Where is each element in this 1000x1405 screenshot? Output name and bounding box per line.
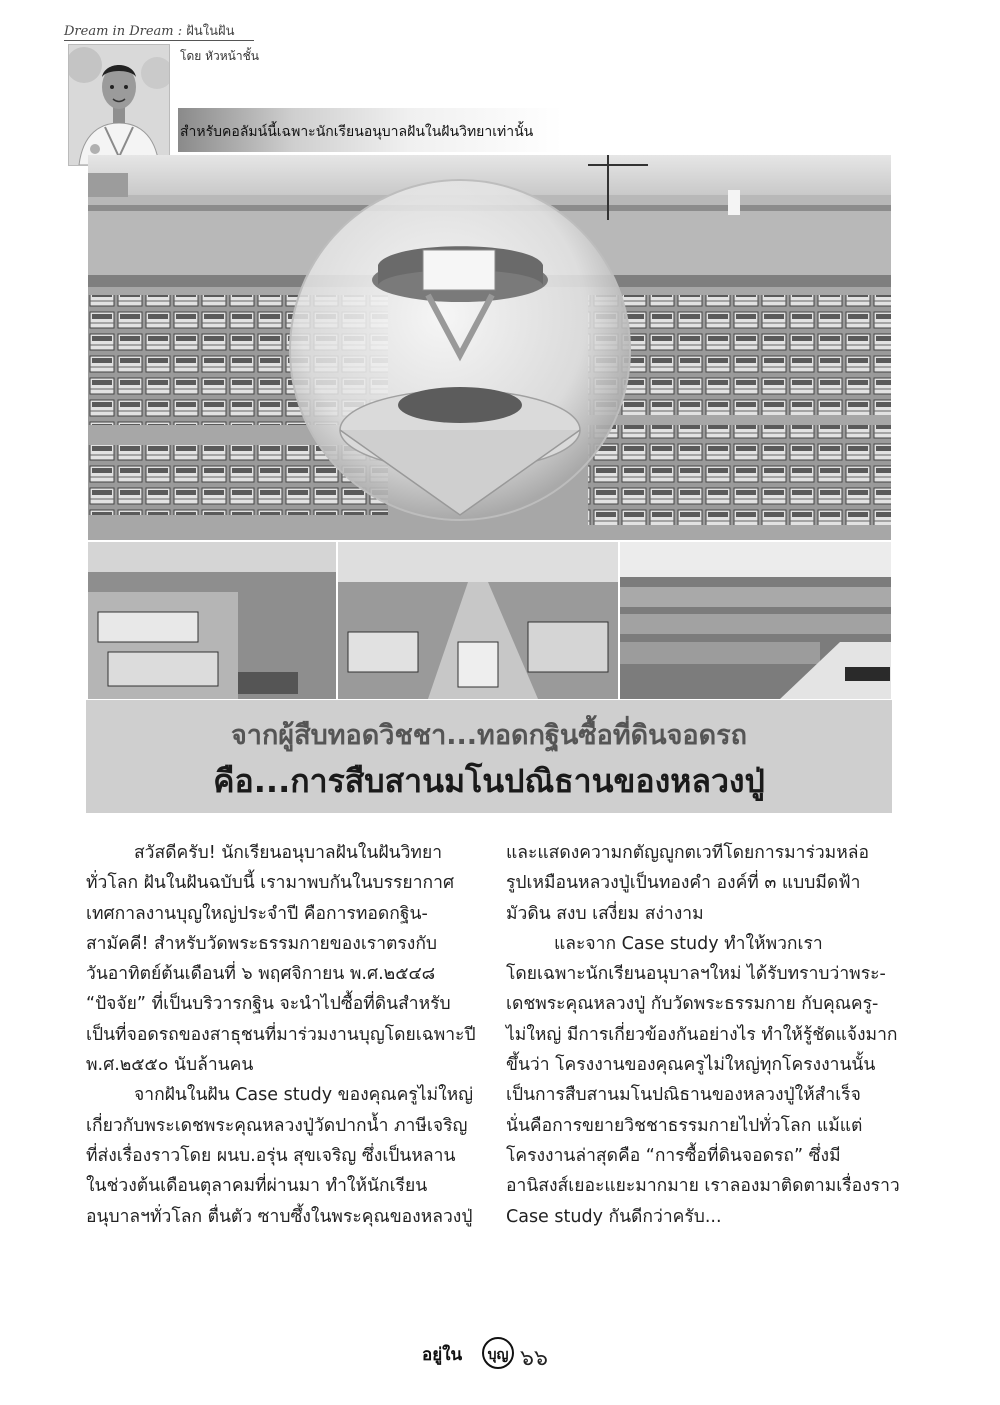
- paragraph-line: ไม่ใหญ่ มีการเกี่ยวข้องกันอย่างไร ทำให้รู้ชัดแจ้งมาก: [506, 1024, 898, 1045]
- paragraph-line: รูปเหมือนหลวงปู่เป็นทองคำ องค์ที่ ๓ แบบมีดฟ้า: [506, 873, 861, 894]
- headline-subtitle: จากผู้สืบทอดวิชชา...ทอดกฐินซื้อที่ดินจอดรถ: [230, 720, 748, 751]
- paragraph-line: จากฝันในฝัน Case study ของคุณครูไม่ใหญ่: [134, 1085, 474, 1106]
- paragraph-line: เดชพระคุณหลวงปู่ กับวัดพระธรรมกาย กับคุณครู-: [506, 994, 879, 1015]
- paragraph-line: พ.ศ.๒๕๕๐ นับล้านคน: [86, 1055, 254, 1076]
- paragraph-line: นั่นคือการขยายวิชชาธรรมกายไปทั่วโลก แม้แต่: [506, 1115, 863, 1136]
- strip-photo-left: [88, 542, 336, 699]
- series-title-th: ฝันในฝัน: [182, 24, 235, 39]
- paragraph-line: ที่ส่งเรื่องราวโดย ผนบ.อรุ่น สุขเจริญ ซึ่งเป็นหลาน: [86, 1145, 456, 1166]
- paragraph-line: โครงงานล่าสุดคือ “การซื้อที่ดินจอดรถ” ซึ่งมี: [506, 1145, 841, 1166]
- paragraph-line: สวัสดีครับ! นักเรียนอนุบาลฝันในฝันวิทยา: [134, 843, 443, 863]
- paragraph-line: และจาก Case study ทำให้พวกเรา: [554, 933, 823, 954]
- paragraph-line: เป็นที่จอดรถของสาธุชนที่มาร่วมงานบุญโดยเฉพาะปี: [86, 1024, 476, 1045]
- paragraph-line: Case study กันดีกว่าครับ...: [506, 1206, 722, 1227]
- intro-text: สำหรับคอลัมน์นี้เฉพาะนักเรียนอนุบาลฝันในฝันวิทยาเท่านั้น: [180, 124, 534, 140]
- paragraph-line: และแสดงความกตัญญูกตเวทีโดยการมาร่วมหล่อ: [506, 843, 869, 863]
- logo-text: อยู่ใน: [422, 1345, 463, 1365]
- paragraph-line: โดยเฉพาะนักเรียนอนุบาลฯใหม่ ได้รับทราบว่าพระ-: [506, 964, 886, 985]
- paragraph-line: ขึ้นว่า โครงงานของคุณครูไม่ใหญ่ทุกโครงงานนั้น: [506, 1055, 876, 1076]
- page-number: ๖๖: [520, 1346, 548, 1371]
- logo-circle-text: บุญ: [487, 1347, 509, 1363]
- paragraph-line: เป็นการสืบสานมโนปณิธานของหลวงปู่ให้สำเร็จ: [506, 1085, 861, 1106]
- paragraph-line: ทั่วโลก ฝันในฝันฉบับนี้ เรามาพบกันในบรรยากาศ: [86, 873, 455, 894]
- paragraph-line: “ปัจจัย” ที่เป็นบริวารกฐิน จะนำไปซื้อที่ดินสำหรับ: [86, 994, 451, 1015]
- strip-photo-right: [620, 542, 891, 699]
- body-column-right: [506, 838, 900, 1232]
- body-column-left: [86, 838, 493, 1232]
- author-photo: [68, 44, 170, 166]
- paragraph-line: วันอาทิตย์ต้นเดือนที่ ๖ พฤศจิกายน พ.ศ.๒๕๔๘: [86, 964, 436, 985]
- series-divider: [64, 40, 254, 41]
- paragraph-line: สามัคคี! สำหรับวัดพระธรรมกายของเราตรงกับ: [86, 933, 438, 954]
- paragraph-line: อานิสงส์เยอะแยะมากมาย เราลองมาติดตามเรื่องราว: [506, 1176, 900, 1197]
- series-title-en: Dream in Dream :: [64, 24, 183, 39]
- paragraph-line: ในช่วงต้นเดือนตุลาคมที่ผ่านมา ทำให้นักเรียน: [86, 1176, 428, 1197]
- author-byline: โดย หัวหน้าชั้น: [180, 49, 259, 63]
- paragraph-line: อนุบาลฯทั่วโลก ตื่นตัว ซาบซึ้งในพระคุณของหลวงปู่: [86, 1206, 473, 1227]
- paragraph-line: เกี่ยวกับพระเดชพระคุณหลวงปู่วัดปากน้ำ ภาษีเจริญ: [86, 1115, 468, 1136]
- main-photo: [88, 155, 891, 540]
- paragraph-line: มัวดิน สงบ เสงี่ยม สง่างาม: [506, 903, 704, 924]
- headline-title: คือ...การสืบสานมโนปณิธานของหลวงปู่: [213, 762, 765, 800]
- paragraph-line: เทศกาลงานบุญใหญ่ประจำปี คือการทอดกฐิน-: [86, 903, 428, 924]
- series-title: [64, 20, 235, 41]
- strip-photo-middle: [338, 542, 618, 699]
